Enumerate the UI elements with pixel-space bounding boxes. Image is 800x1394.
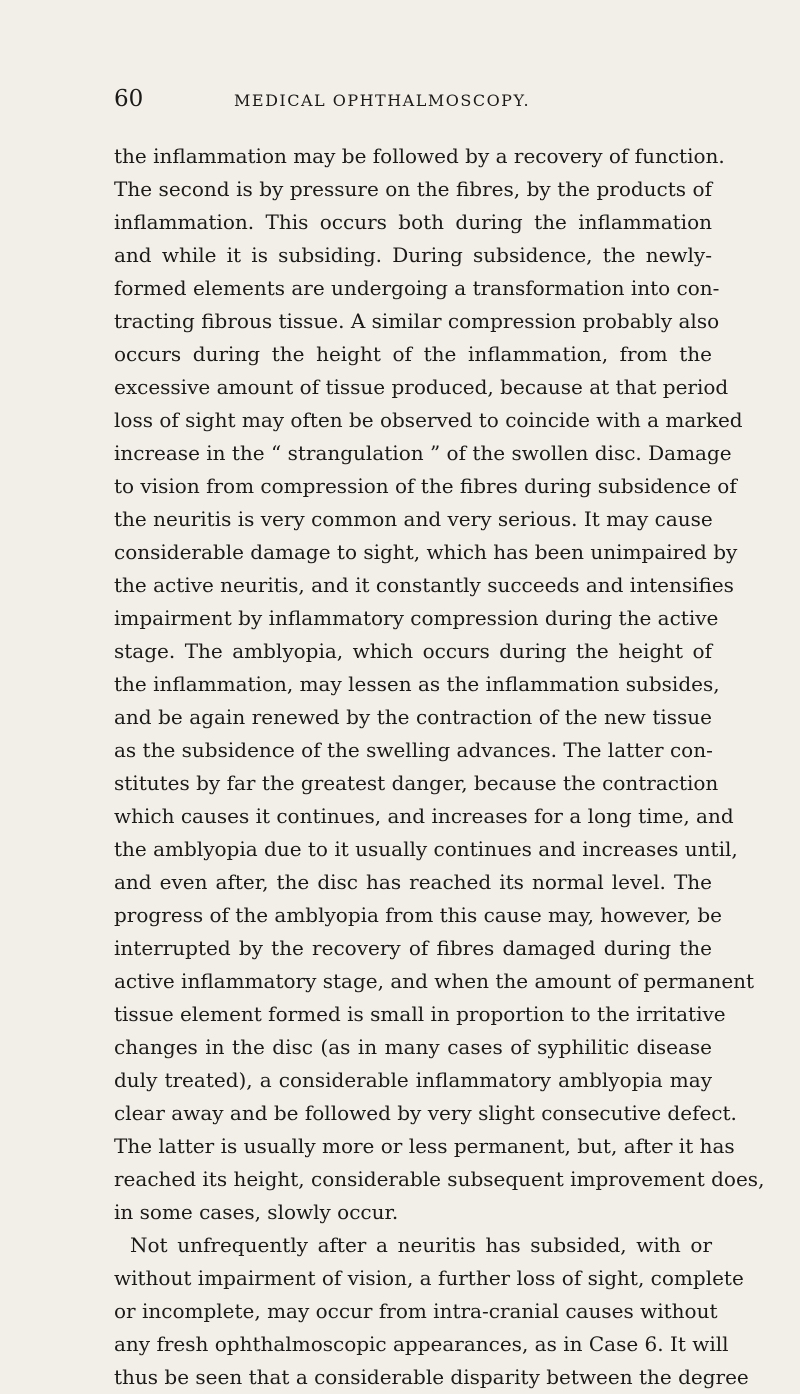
text-line: active inflammatory stage, and when the amount of permanent	[114, 969, 755, 993]
page-header	[114, 84, 712, 114]
text-line: progress of the amblyopia from this cause may, however, be	[114, 903, 723, 927]
text-line: as the subsidence of the swelling advances. The latter con-	[114, 738, 713, 762]
text-line: the neuritis is very common and very serious. It may cause	[114, 507, 713, 531]
text-line: interrupted by the recovery of fibres damaged during the	[114, 936, 712, 960]
text-line: reached its height, considerable subsequent improvement does,	[114, 1167, 765, 1191]
text-line: and even after, the disc has reached its normal level. The	[114, 870, 712, 894]
text-line: increase in the “ strangulation ” of the swollen disc. Damage	[114, 441, 732, 465]
text-line: stage. The amblyopia, which occurs during the height of	[114, 639, 712, 663]
text-line: duly treated), a considerable inflammatory amblyopia may	[114, 1068, 712, 1092]
text-line: clear away and be followed by very slight consecutive defect.	[114, 1101, 737, 1125]
text-line: or incomplete, may occur from intra-cranial causes without	[114, 1299, 718, 1323]
text-line: the active neuritis, and it constantly succeeds and intensifies	[114, 573, 734, 597]
text-line: any fresh ophthalmoscopic appearances, as in Case 6. It will	[114, 1332, 729, 1356]
paragraph-end-line: in some cases, slowly occur.	[114, 1200, 399, 1224]
text-line: formed elements are undergoing a transformation into con-	[114, 276, 720, 300]
text-line: changes in the disc (as in many cases of syphilitic disease	[114, 1035, 712, 1059]
text-line: The latter is usually more or less permanent, but, after it has	[114, 1134, 735, 1158]
text-line: tissue element formed is small in proportion to the irritative	[114, 1002, 726, 1026]
text-line: excessive amount of tissue produced, because at that period	[114, 375, 729, 399]
text-line: and be again renewed by the contraction of the new tissue	[114, 705, 712, 729]
text-line: without impairment of vision, a further loss of sight, complete	[114, 1266, 744, 1290]
text-line: occurs during the height of the inflammation, from the	[114, 342, 712, 366]
text-line: which causes it continues, and increases for a long time, and	[114, 804, 734, 828]
body-text	[114, 140, 765, 1394]
text-line: the inflammation may be followed by a recovery of function.	[114, 144, 725, 168]
text-line: loss of sight may often be observed to coincide with a marked	[114, 408, 743, 432]
paragraph-start-line: Not unfrequently after a neuritis has subsided, with or	[130, 1233, 712, 1257]
text-line: the amblyopia due to it usually continues and increases until,	[114, 837, 738, 861]
text-line: thus be seen that a considerable disparity between the degree	[114, 1365, 749, 1389]
text-line: tracting fibrous tissue. A similar compression probably also	[114, 309, 720, 333]
text-line: impairment by inflammatory compression during the active	[114, 606, 719, 630]
text-line: and while it is subsiding. During subsidence, the newly-	[114, 243, 712, 267]
running-title: MEDICAL OPHTHALMOSCOPY.	[234, 91, 531, 110]
text-line: to vision from compression of the fibres during subsidence of	[114, 474, 737, 498]
text-line: the inflammation, may lessen as the inflammation subsides,	[114, 672, 720, 696]
text-line: considerable damage to sight, which has been unimpaired by	[114, 540, 738, 564]
text-line: The second is by pressure on the fibres, by the products of	[114, 177, 712, 201]
text-line: stitutes by far the greatest danger, because the contraction	[114, 771, 719, 795]
text-line: inflammation. This occurs both during the inflammation	[114, 210, 712, 234]
page-number: 60	[114, 86, 144, 112]
